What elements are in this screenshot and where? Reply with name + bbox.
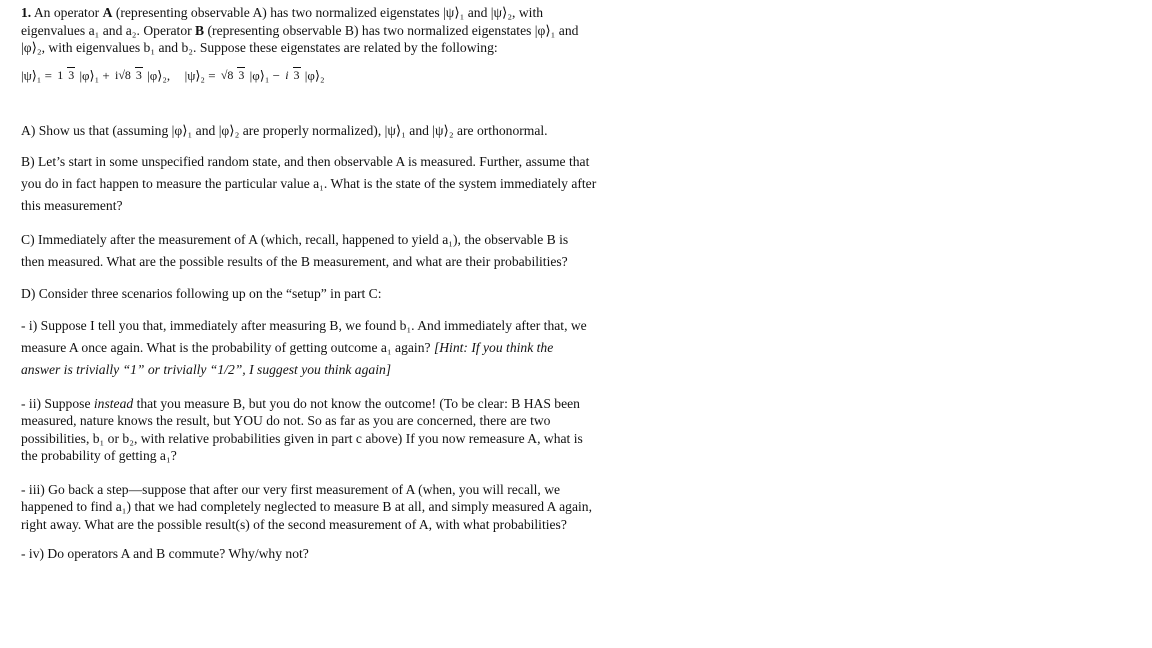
psi2-lhs: |ψ⟩₂ =: [184, 67, 216, 83]
part-d-ii-line2: measured, nature knows the result, but YOU do not. So as far as you are concerned, there are two: [21, 413, 551, 428]
part-d-ii-line3: possibilities, b₁ or b₂, with relative probabilities given in part c above) If you now remeasure A, what is: [21, 430, 583, 446]
phi2-term: |φ⟩₂,: [147, 67, 171, 83]
part-d-ii-line1-pre: - ii) Suppose: [21, 395, 91, 411]
fraction-one-third: [56, 69, 75, 82]
operator-a-label: A: [102, 5, 113, 20]
psi1-lhs: |ψ⟩₁ =: [21, 67, 52, 83]
part-d-i-line1: - i) Suppose I tell you that, immediately after measuring B, we found b₁. And immediately after that, we: [21, 317, 587, 333]
frac3-denominator: 3: [238, 68, 245, 83]
eigenstate-relation-equation: [21, 67, 661, 113]
part-d-iv: - iv) Do operators A and B commute? Why/why not?: [21, 546, 309, 561]
part-d-iii: [21, 481, 661, 534]
intro-line3: |φ⟩₂, with eigenvalues b₁ and b₂. Suppose these eigenstates are related by the following:: [21, 40, 498, 55]
phi2-term-2: |φ⟩₂: [304, 67, 325, 83]
fraction-root8-third: [220, 69, 246, 82]
part-d-i-hint-end: answer is trivially “1” or trivially “1/2”, I suggest you think again]: [21, 361, 392, 377]
intro-text-1: An operator: [33, 5, 100, 20]
frac1-numerator: 1: [57, 68, 64, 83]
part-b-line3: this measurement?: [21, 198, 123, 213]
part-d-iii-line1: - iii) Go back a step—suppose that after our very first measurement of A (when, you will recall, we: [21, 481, 561, 497]
part-c: [21, 229, 661, 273]
part-d-ii-emphasis: instead: [93, 395, 134, 411]
frac4-numerator: i: [285, 68, 289, 83]
frac4-denominator: 3: [293, 68, 300, 83]
part-d-i: [21, 315, 661, 381]
frac1-denominator: 3: [68, 68, 75, 83]
intro-line2-text-1: eigenvalues a₁ and a₂. Operator: [21, 22, 192, 38]
part-c-line2: then measured. What are the possible results of the B measurement, and what are their probabilities?: [21, 254, 568, 269]
phi1-term-2: |φ⟩₁ −: [249, 67, 280, 83]
part-d-iii-line3: right away. What are the possible result(s) of the second measurement of A, with what probabilities?: [21, 516, 567, 532]
part-b-line1: B) Let’s start in some unspecified random state, and then observable A is measured. Further, assume that: [21, 154, 590, 169]
frac3-numerator: √8: [220, 68, 234, 83]
phi1-term: |φ⟩₁ +: [79, 67, 110, 83]
intro-line2-text-2: (representing observable B) has two normalized eigenstates |φ⟩₁ and: [207, 22, 579, 38]
part-d-i-hint-start: [Hint: If you think the: [433, 339, 554, 355]
frac2-denominator: 3: [135, 68, 142, 83]
part-d-iii-line2: happened to find a₁) that we had completely neglected to measure B at all, and simply measured A again,: [21, 499, 592, 514]
part-d-ii: [21, 395, 661, 465]
part-d-ii-line1-post: that you measure B, but you do not know the outcome! (To be clear: B HAS been: [136, 395, 580, 411]
intro-text-2: (representing observable A) has two normalized eigenstates |ψ⟩₁ and |ψ⟩₂, with: [115, 5, 544, 20]
frac2-numerator: i√8: [114, 68, 131, 83]
part-a: A) Show us that (assuming |φ⟩₁ and |φ⟩₂ are properly normalized), |ψ⟩₁ and |ψ⟩₂ are orthonormal.: [21, 122, 548, 138]
part-d: D) Consider three scenarios following up on the “setup” in part C:: [21, 286, 382, 301]
part-d-i-line2: measure A once again. What is the probability of getting outcome a₁ again?: [21, 339, 431, 355]
problem-number: 1.: [21, 5, 32, 20]
operator-b-label: B: [195, 22, 205, 38]
part-d-ii-line4: the probability of getting a₁?: [21, 448, 177, 463]
fraction-i-root8-third: [114, 69, 143, 82]
part-b: [21, 151, 661, 217]
part-b-line2: you do in fact happen to measure the particular value a₁. What is the state of the system immediately after: [21, 176, 597, 191]
fraction-i-third: [284, 69, 300, 82]
problem-document: [21, 4, 661, 563]
part-c-line1: C) Immediately after the measurement of A (which, recall, happened to yield a₁), the observable B is: [21, 232, 569, 247]
problem-intro: [21, 4, 661, 57]
